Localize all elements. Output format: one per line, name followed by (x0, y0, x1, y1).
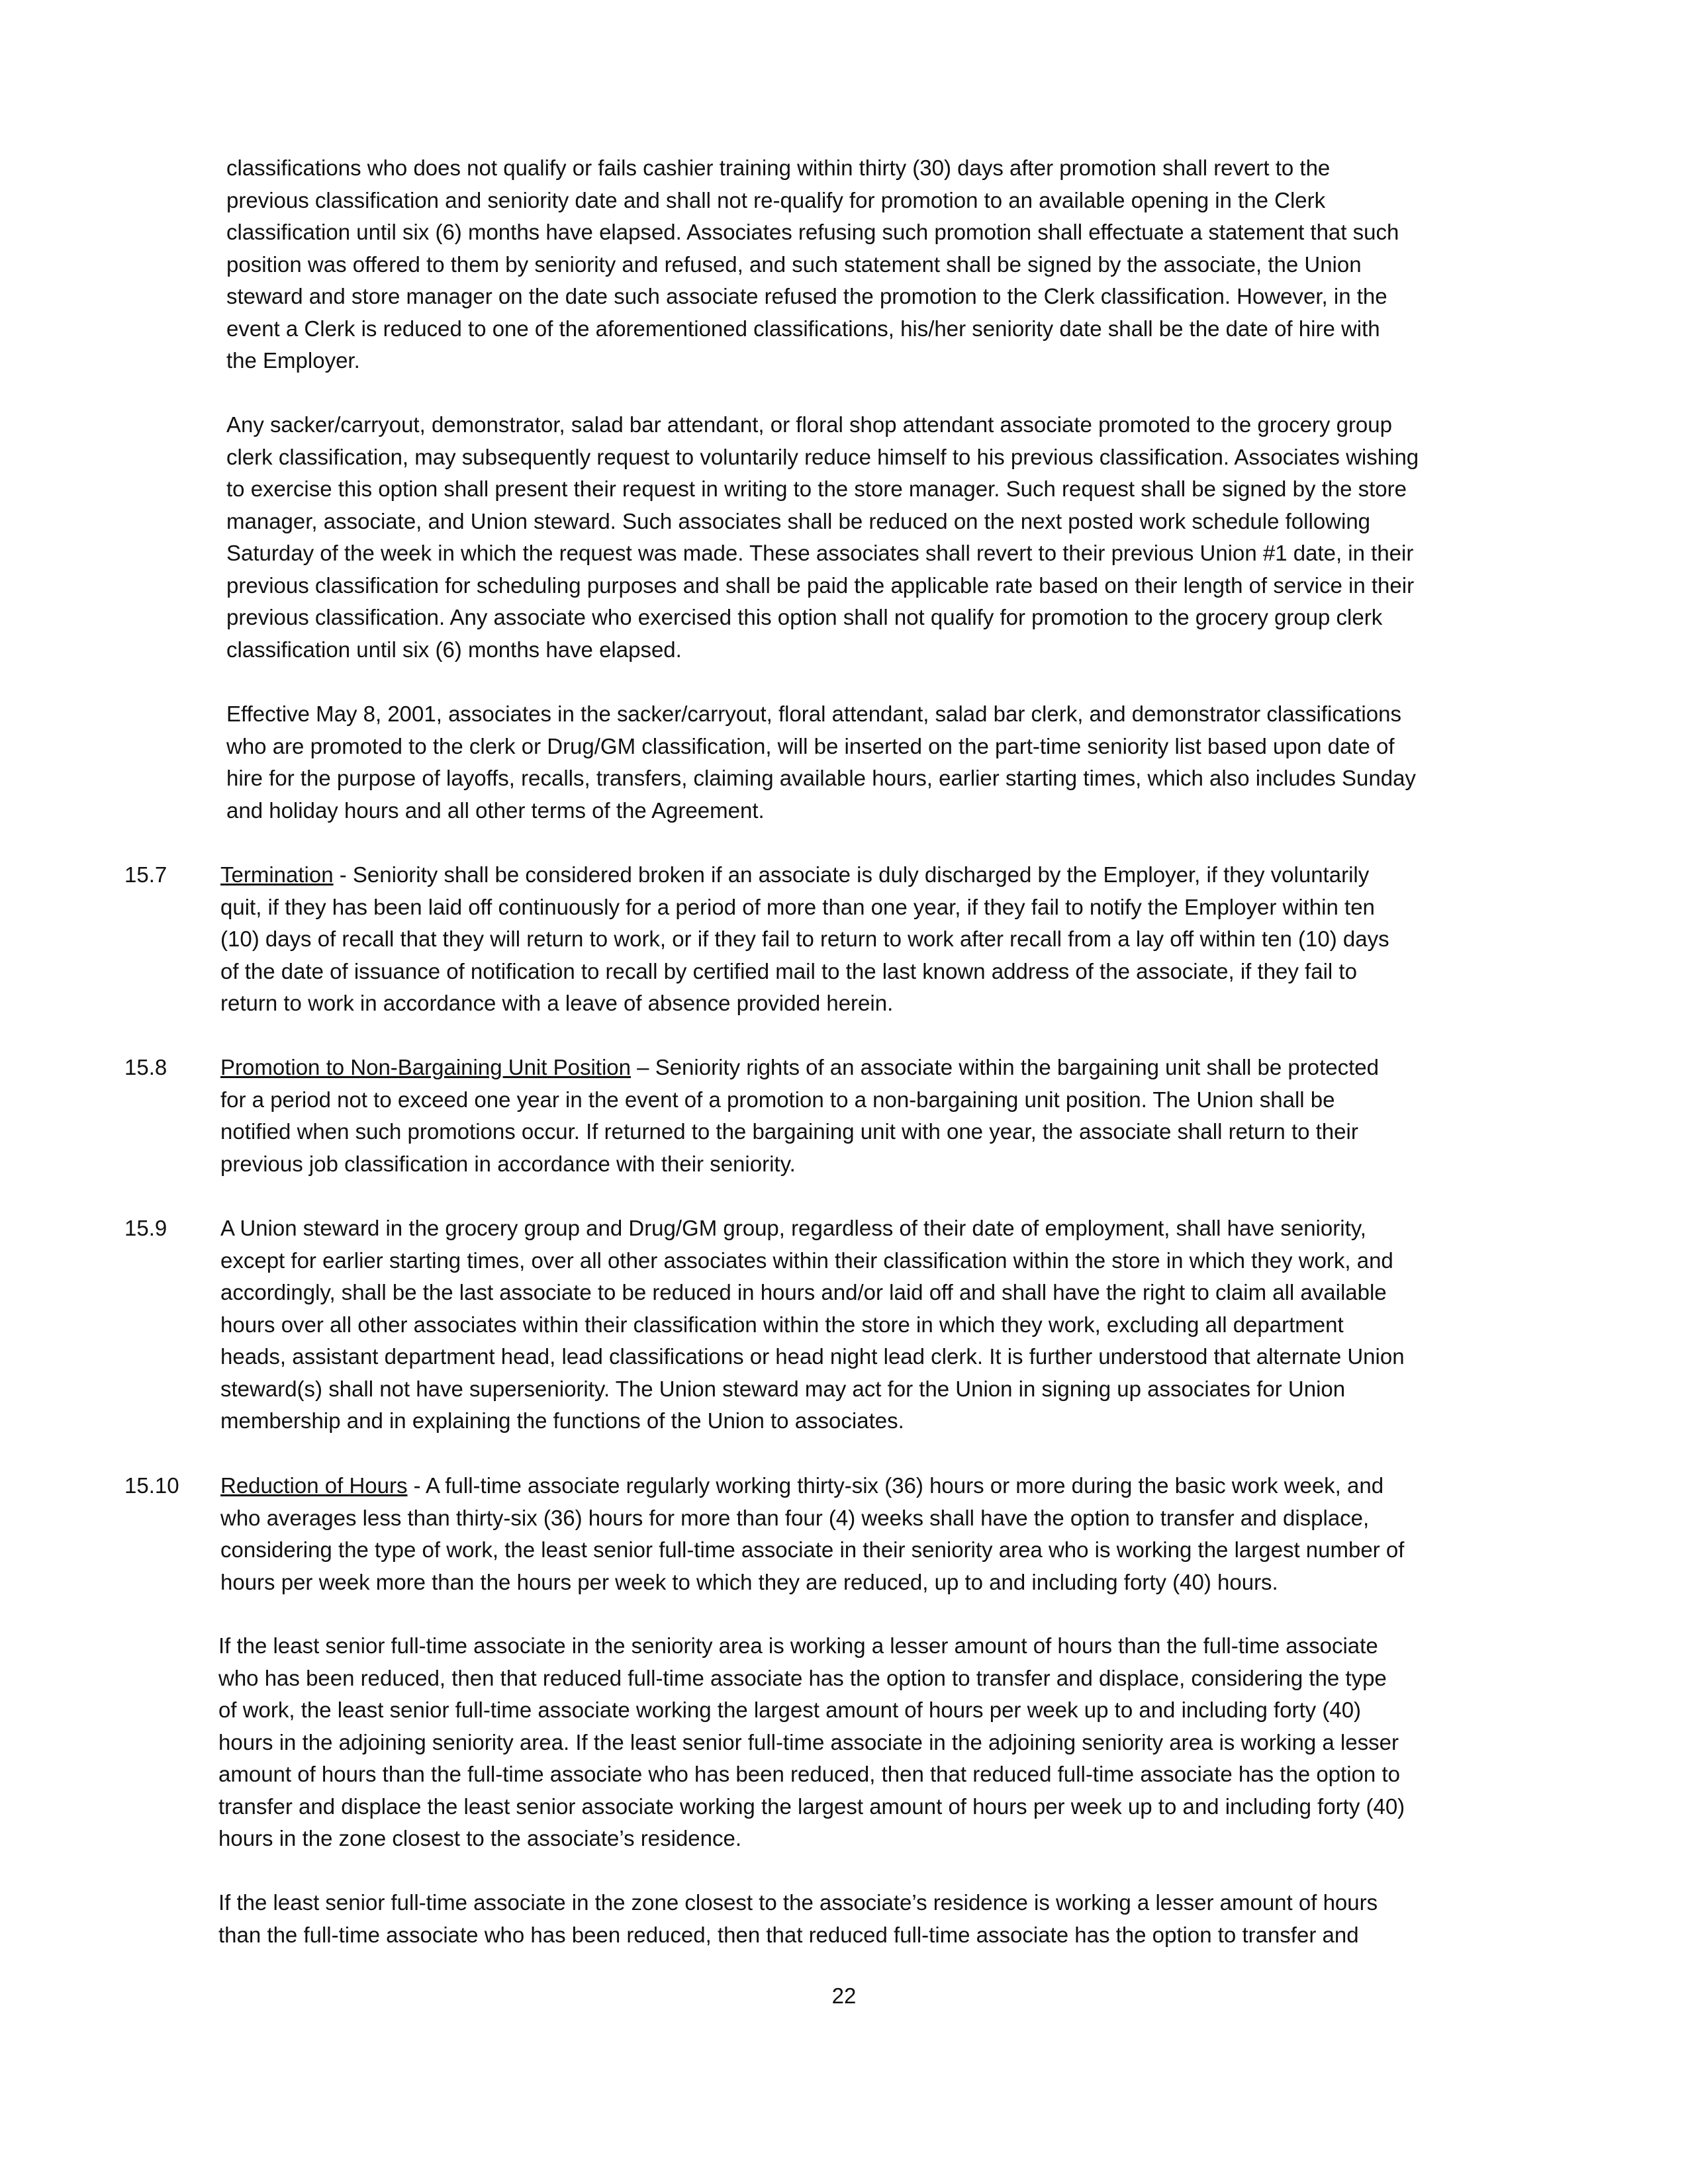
section-text-15-7: - Seniority shall be considered broken if an associate is duly discharged by the Employer, if they voluntarily quit, if they has been laid off continuously for a period of more than one year, if they fail to notify the Employer within ten (10) days of recall that they will return to work, or if they fail to return to work after recall from a lay off within ten (10) days of the date of issuance of notification to recall by certified mail to the last known address of the associate, if they fail to return to work in accordance with a leave of absence provided herein. (220, 862, 1389, 1015)
section-body-15-10 (220, 1470, 1564, 1598)
paragraph-zone-closest: If the least senior full-time associate in the zone closest to the associate’s residence is working a lesser amount of hours than the full-time associate who has been reduced, then that reduced full-time associate has the option to transfer and (218, 1890, 1378, 1947)
section-body-15-8 (220, 1052, 1564, 1180)
section-number-15-7: 15.7 (124, 862, 167, 887)
section-heading-reduction-of-hours: Reduction of Hours (220, 1473, 408, 1498)
paragraph-continuation: classifications who does not qualify or fails cashier training within thirty (30) days after promotion shall revert to the previous classification and seniority date and shall not re-qualify for promotion to an available opening in the Clerk classification until six (6) months have elapsed. Associates refusing such promotion shall effectuate a statement that such position was offered to them by seniority and refused, and such statement shall be signed by the associate, the Union steward and store manager on the date such associate refused the promotion to the Clerk classification. However, in the event a Clerk is reduced to one of the aforementioned classifications, his/her seniority date shall be the date of hire with the Employer. (226, 156, 1399, 373)
paragraph-voluntary-reduction: Any sacker/carryout, demonstrator, salad bar attendant, or floral shop attendant associate promoted to the grocery group clerk classification, may subsequently request to voluntarily reduce himself to his previous classification. Associates wishing to exercise this option shall present their request in writing to the store manager. Such request shall be signed by the store manager, associate, and Union steward. Such associates shall be reduced on the next posted work schedule following Saturday of the week in which the request was made. These associates shall revert to their previous Union #1 date, in their previous classification for scheduling purposes and shall be paid the applicable rate based on their length of service in their previous classification. Any associate who exercised this option shall not qualify for promotion to the grocery group clerk classification until six (6) months have elapsed. (226, 412, 1419, 662)
section-text-15-8: – Seniority rights of an associate within the bargaining unit shall be protected for a period not to exceed one year in the event of a promotion to a non-bargaining unit position. The Union shall be notified when such promotions occur. If returned to the bargaining unit with one year, the associate shall return to their previous job classification in accordance with their seniority. (220, 1055, 1380, 1176)
paragraph-effective-date: Effective May 8, 2001, associates in the sacker/carryout, floral attendant, salad bar clerk, and demonstrator classifications who are promoted to the clerk or Drug/GM classification, will be inserted on the part-time seniority list based upon date of hire for the purpose of layoffs, recalls, transfers, claiming available hours, earlier starting times, which also includes Sunday and holiday hours and all other terms of the Agreement. (226, 702, 1416, 823)
paragraph-seniority-area: If the least senior full-time associate in the seniority area is working a lesser amount of hours than the full-time associate who has been reduced, then that reduced full-time associate has the option to transfer and displace, considering the type of work, the least senior full-time associate working the largest amount of hours per week up to and including forty (40) hours in the adjoining seniority area. If the least senior full-time associate in the adjoining seniority area is working a lesser amount of hours than the full-time associate who has been reduced, then that reduced full-time associate has the option to transfer and displace the least senior associate working the largest amount of hours per week up to and including forty (40) hours in the zone closest to the associate’s residence. (218, 1633, 1405, 1850)
section-body-15-9 (220, 1212, 1564, 1437)
section-number-15-8: 15.8 (124, 1055, 167, 1079)
section-heading-termination: Termination (220, 862, 334, 887)
section-body-15-7 (220, 859, 1564, 1020)
page-number: 22 (831, 1983, 857, 2008)
section-text-15-9: A Union steward in the grocery group and Drug/GM group, regardless of their date of employment, shall have seniority, except for earlier starting times, over all other associates within their classification within the store in which they work, and accordingly, shall be the last associate to be reduced in hours and/or laid off and shall have the right to claim all available hours over all other associates within their classification within the store in which they work, excluding all department heads, assistant department head, lead classifications or head night lead clerk. It is further understood that alternate Union steward(s) shall not have superseniority. The Union steward may act for the Union in signing up associates for Union membership and in explaining the functions of the Union to associates. (220, 1216, 1405, 1433)
section-number-15-9: 15.9 (124, 1216, 167, 1240)
section-heading-promotion: Promotion to Non-Bargaining Unit Position (220, 1055, 631, 1079)
section-number-15-10: 15.10 (124, 1473, 179, 1498)
section-text-15-10: - A full-time associate regularly working thirty-six (36) hours or more during the basic work week, and who averages less than thirty-six (36) hours for more than four (4) weeks shall have the option to transfer and displace, considering the type of work, the least senior full-time associate in their seniority area who is working the largest number of hours per week more than the hours per week to which they are reduced, up to and including forty (40) hours. (220, 1473, 1405, 1594)
